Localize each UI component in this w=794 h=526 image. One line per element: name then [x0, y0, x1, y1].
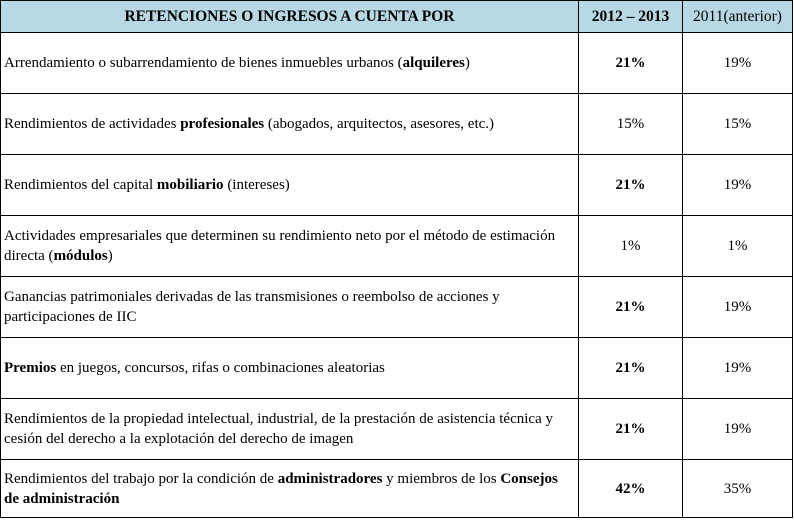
row-description	[1, 277, 579, 338]
description-text: )	[107, 248, 113, 264]
table-row	[1, 94, 793, 155]
description-bold-text: mobiliario	[156, 177, 224, 193]
description-bold-text: módulos	[53, 248, 108, 264]
table-row	[1, 399, 793, 460]
description-text: (intereses)	[223, 177, 290, 193]
rate-2012-2013: 21%	[579, 338, 683, 399]
rate-2011: 35%	[683, 460, 793, 518]
header-row	[1, 1, 793, 33]
row-description	[1, 216, 579, 277]
table-row	[1, 338, 793, 399]
header-2011: 2011(anterior)	[683, 1, 793, 33]
row-description	[1, 155, 579, 216]
table-row	[1, 460, 793, 518]
table-row	[1, 155, 793, 216]
description-bold-text: alquileres	[402, 55, 465, 71]
rate-2011: 19%	[683, 338, 793, 399]
rate-2011: 1%	[683, 216, 793, 277]
description-text: en juegos, concursos, rifas o combinaciones aleatorias	[56, 360, 385, 376]
rate-2012-2013: 1%	[579, 216, 683, 277]
row-description	[1, 338, 579, 399]
row-description	[1, 399, 579, 460]
rate-2011: 19%	[683, 399, 793, 460]
rate-2012-2013: 21%	[579, 277, 683, 338]
table-body	[1, 33, 793, 518]
row-description	[1, 460, 579, 518]
table-row	[1, 277, 793, 338]
description-text: Rendimientos de actividades	[4, 116, 181, 132]
rate-2012-2013: 21%	[579, 155, 683, 216]
table-row	[1, 216, 793, 277]
rate-2011: 19%	[683, 33, 793, 94]
description-text: Arrendamiento o subarrendamiento de bienes inmuebles urbanos (	[4, 55, 403, 71]
rate-2012-2013: 21%	[579, 399, 683, 460]
description-text: Rendimientos de la propiedad intelectual, industrial, de la prestación de asistencia técnica y cesión del derecho a la explotación del derecho de imagen	[4, 411, 553, 447]
description-bold-text: profesionales	[180, 116, 265, 132]
row-description	[1, 33, 579, 94]
rate-2012-2013: 21%	[579, 33, 683, 94]
description-bold-text: Premios	[4, 360, 57, 376]
description-bold-text: Consejos de administración	[4, 470, 558, 507]
header-2012-2013: 2012 – 2013	[579, 1, 683, 33]
table-row	[1, 33, 793, 94]
rate-2012-2013: 42%	[579, 460, 683, 518]
description-bold-text: administradores	[277, 470, 383, 487]
rate-2011: 15%	[683, 94, 793, 155]
header-concept: RETENCIONES O INGRESOS A CUENTA POR	[1, 1, 579, 33]
rate-2011: 19%	[683, 277, 793, 338]
description-text: Rendimientos del capital	[4, 177, 157, 193]
rate-2011: 19%	[683, 155, 793, 216]
description-text: (abogados, arquitectos, asesores, etc.)	[264, 116, 495, 132]
description-text: Ganancias patrimoniales derivadas de las transmisiones o reembolso de acciones y participaciones de IIC	[4, 289, 500, 325]
description-text: )	[464, 55, 470, 71]
rate-2012-2013: 15%	[579, 94, 683, 155]
row-description	[1, 94, 579, 155]
description-text: Actividades empresariales que determinen su rendimiento neto por el método de estimación directa (	[4, 228, 556, 264]
description-text: Rendimientos del trabajo por la condición de	[4, 470, 278, 487]
description-text: y miembros de los	[382, 470, 501, 487]
